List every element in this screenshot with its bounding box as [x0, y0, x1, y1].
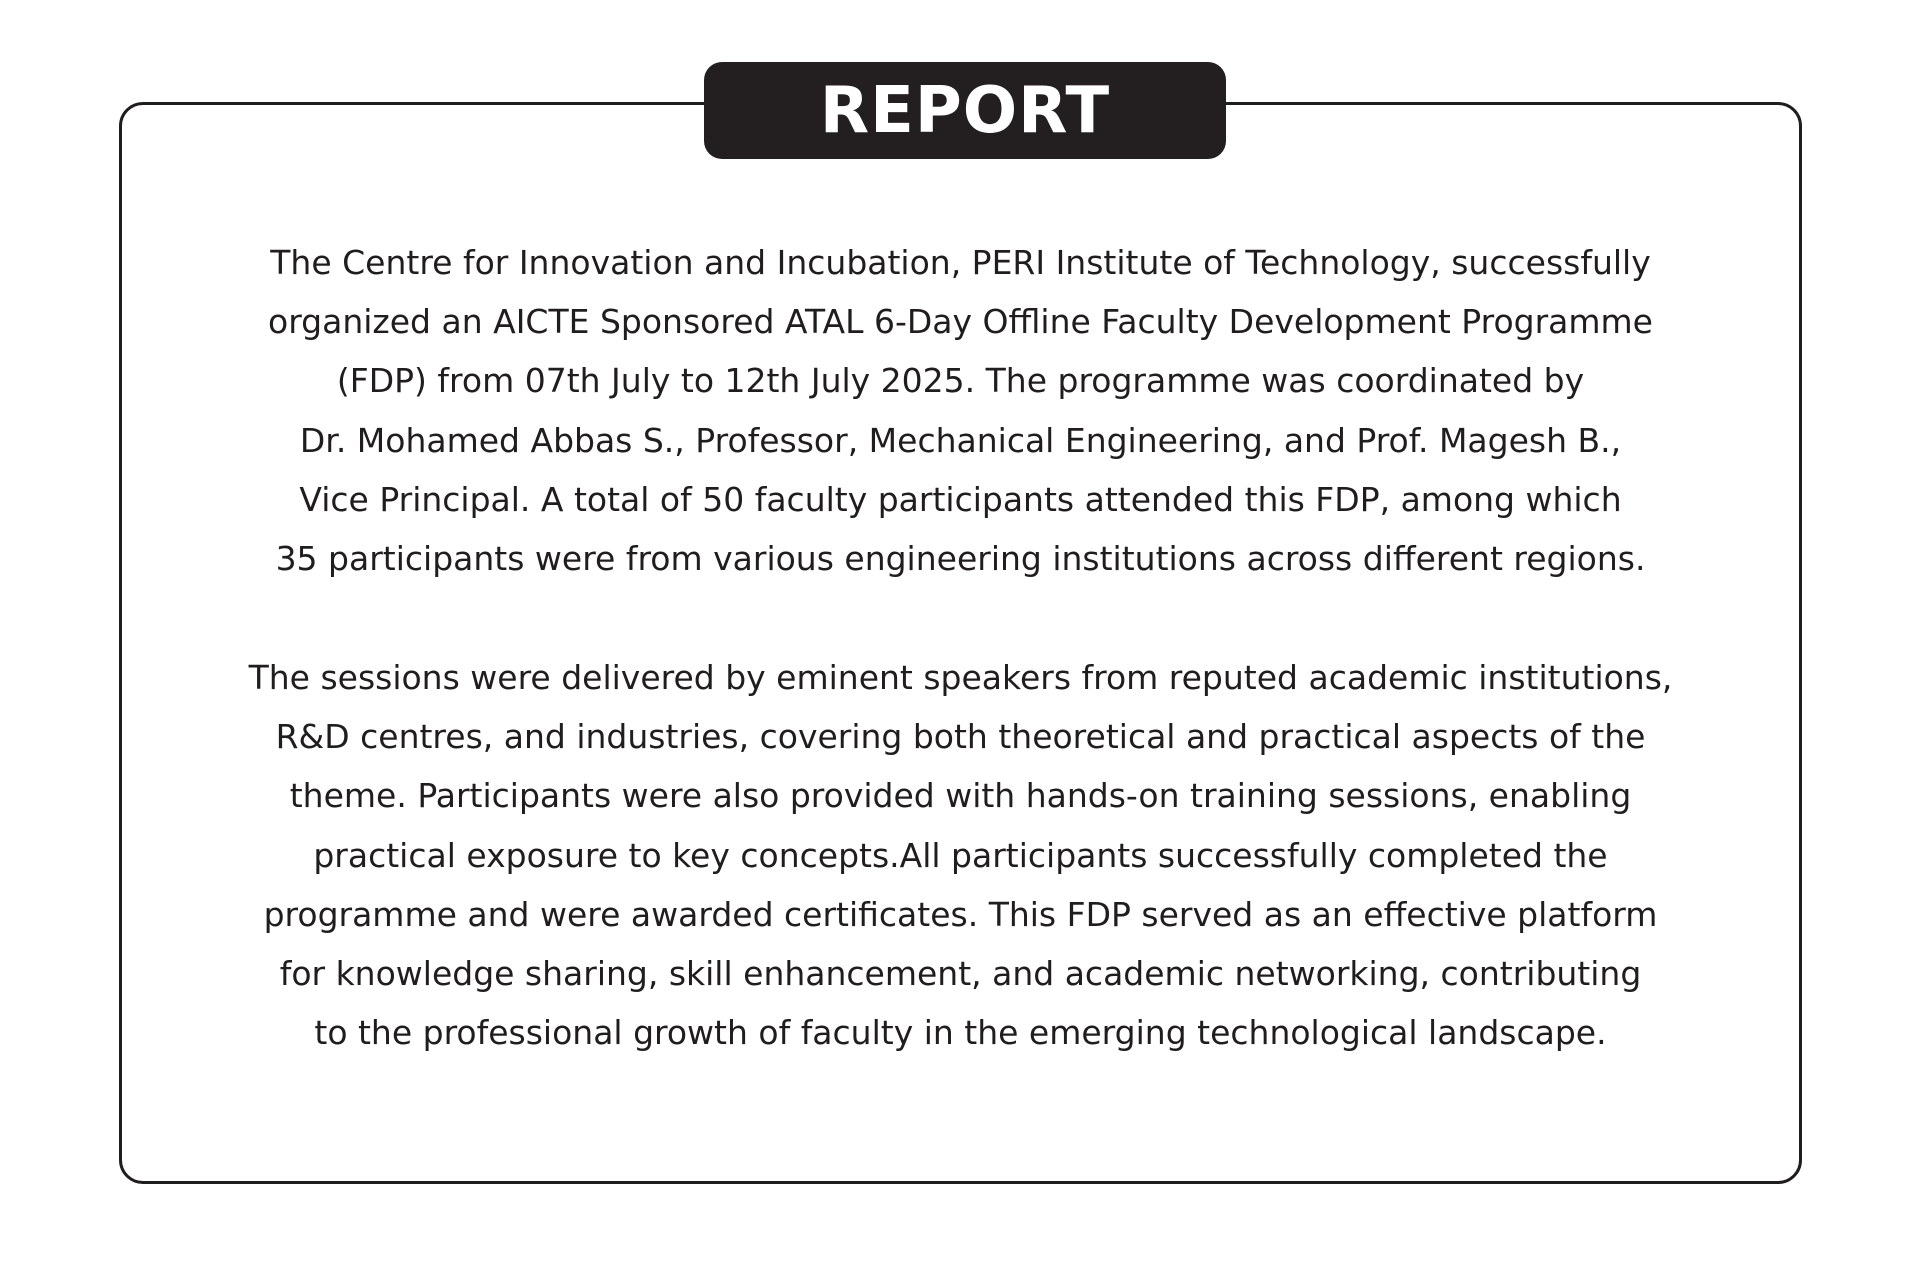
- report-title-badge: [704, 62, 1226, 159]
- paragraph-line: theme. Participants were also provided with hands-on training sessions, enabling: [289, 776, 1632, 816]
- paragraph-line: to the professional growth of faculty in the emerging technological landscape.: [314, 1013, 1607, 1053]
- paragraph-line: Vice Principal. A total of 50 faculty participants attended this FDP, among which: [299, 479, 1622, 519]
- paragraph-line: for knowledge sharing, skill enhancement, and academic networking, contributing: [279, 954, 1642, 994]
- paragraph-line: R&D centres, and industries, covering both theoretical and practical aspects of the: [275, 717, 1646, 757]
- paragraph-line: (FDP) from 07th July to 12th July 2025. The programme was coordinated by: [336, 361, 1585, 401]
- paragraph-line: 35 participants were from various engineering institutions across different regions.: [275, 539, 1646, 579]
- paragraph-line: The sessions were delivered by eminent speakers from reputed academic institutions,: [248, 658, 1673, 697]
- paragraph-line: The Centre for Innovation and Incubation, PERI Institute of Technology, successfully: [270, 243, 1651, 282]
- paragraph-line: Dr. Mohamed Abbas S., Professor, Mechanical Engineering, and Prof. Magesh B.,: [299, 420, 1622, 460]
- paragraph-line: practical exposure to key concepts.All participants successfully completed the: [313, 835, 1608, 875]
- report-paragraph-2: [119, 648, 1802, 1062]
- report-paragraph-1: [119, 233, 1802, 588]
- report-title: REPORT: [819, 73, 1111, 148]
- paragraph-line: organized an AICTE Sponsored ATAL 6-Day Offline Faculty Development Programme: [268, 302, 1653, 342]
- paragraph-line: programme and were awarded certificates. This FDP served as an effective platform: [263, 894, 1658, 934]
